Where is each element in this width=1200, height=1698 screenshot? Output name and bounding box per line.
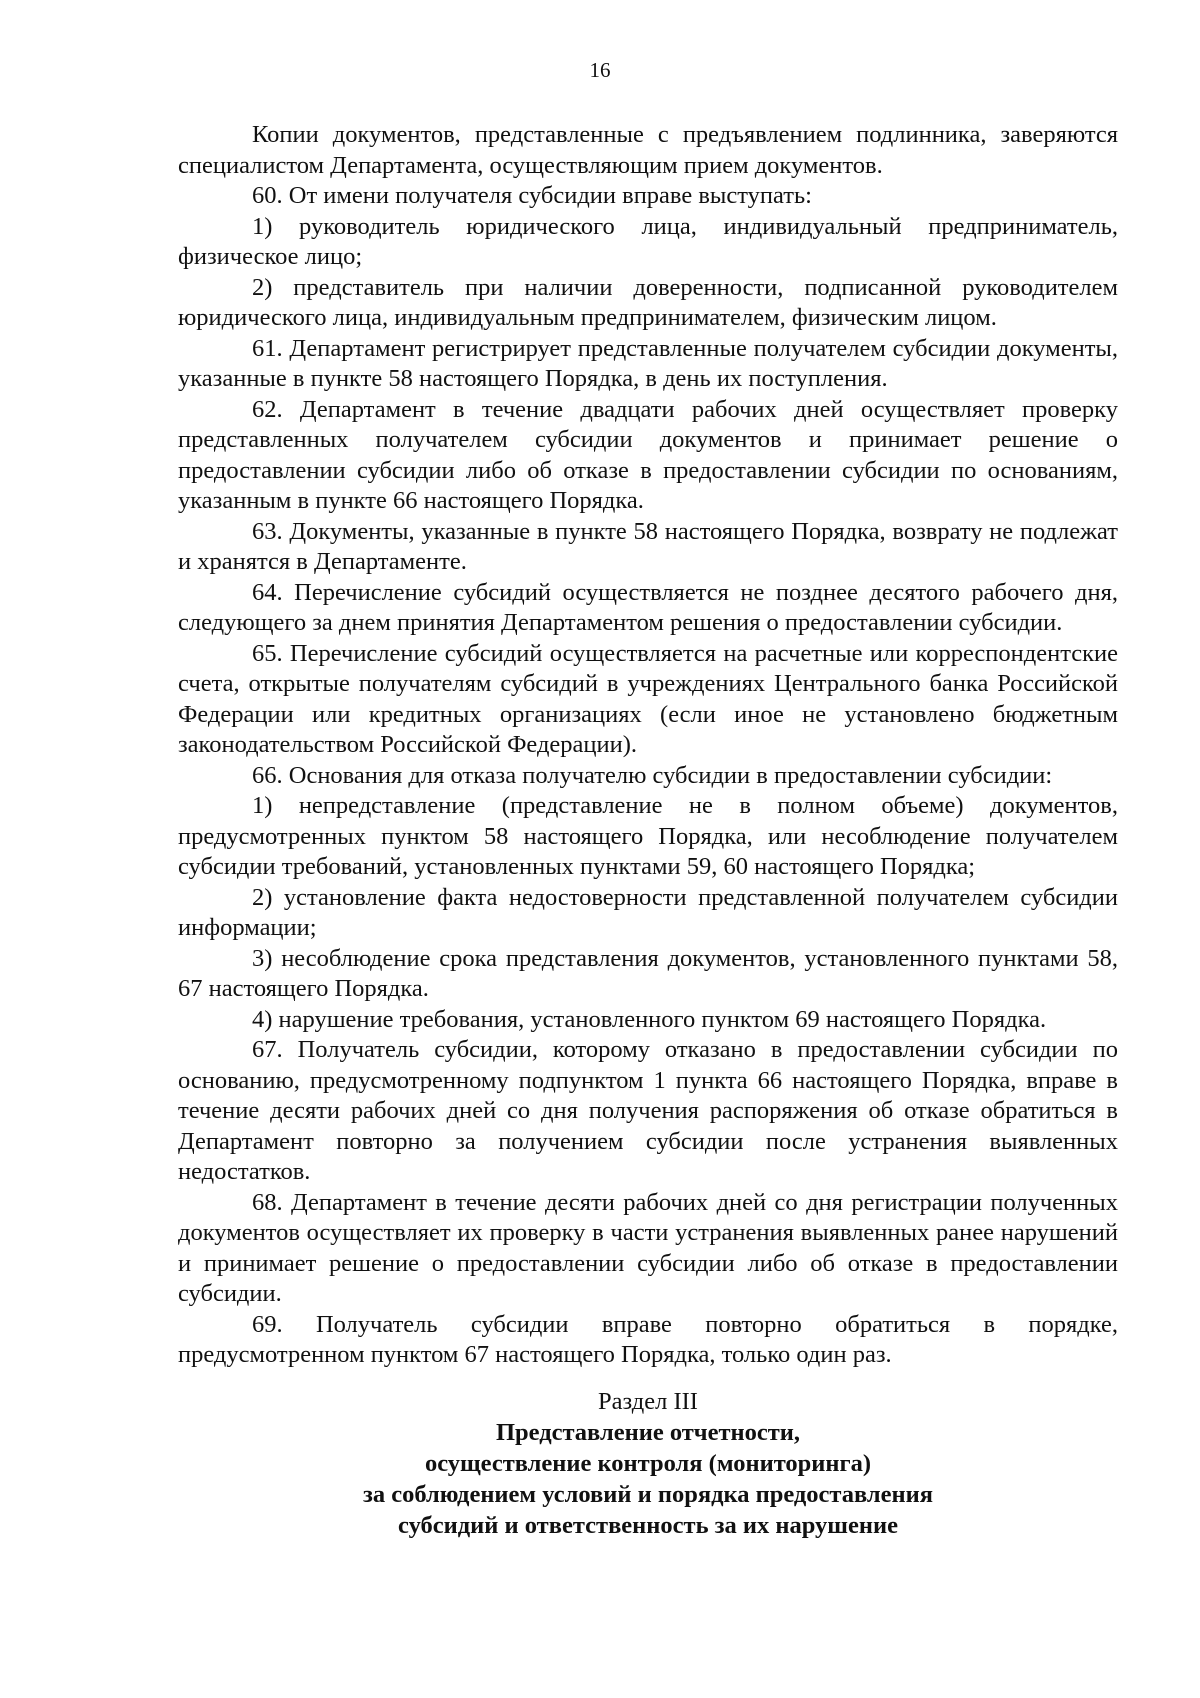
paragraph-60: 60. От имени получателя субсидии вправе выступать: bbox=[252, 182, 812, 209]
section-heading bbox=[178, 1386, 1118, 1541]
paragraph-65: 65. Перечисление субсидий осуществляется на расчетные или корреспондентские счета, открытые получателям субсидий в учреждениях Центрального банка Российской Федерации или кредитных организациях (если иное не установлено бюджетным законодательством Российской Федерации). bbox=[178, 639, 1118, 758]
section-label: Раздел III bbox=[598, 1388, 698, 1415]
section-title-line: за соблюдением условий и порядка предоставления bbox=[363, 1481, 933, 1508]
paragraph-60-item-1: 1) руководитель юридического лица, индивидуальный предприниматель, физическое лицо; bbox=[178, 212, 1118, 270]
paragraph-66-item-2: 2) установление факта недостоверности представленной получателем субсидии информации; bbox=[178, 883, 1118, 941]
paragraph-66-item-4: 4) нарушение требования, установленного пунктом 69 настоящего Порядка. bbox=[252, 1005, 1047, 1033]
paragraph-66-item-3: 3) несоблюдение срока представления документов, установленного пунктами 58, 67 настоящего Порядка. bbox=[178, 944, 1118, 1002]
section-title-line: субсидий и ответственность за их нарушение bbox=[398, 1512, 898, 1539]
section-title-line: осуществление контроля (мониторинга) bbox=[424, 1450, 872, 1477]
paragraph-67: 67. Получатель субсидии, которому отказано в предоставлении субсидии по основанию, предусмотренному подпунктом 1 пункта 66 настоящего Порядка, вправе в течение десяти рабочих дней со дня получения распоряжения об отказе обратиться в Департамент повторно за получением субсидии после устранения выявленных недостатков. bbox=[178, 1036, 1118, 1185]
paragraph-61: 61. Департамент регистрирует представленные получателем субсидии документы, указанные в пункте 58 настоящего Порядка, в день их поступления. bbox=[178, 334, 1118, 392]
paragraph-64: 64. Перечисление субсидий осуществляется не позднее десятого рабочего дня, следующего за днем принятия Департаментом решения о предоставлении субсидии. bbox=[178, 578, 1118, 636]
paragraph-62: 62. Департамент в течение двадцати рабочих дней осуществляет проверку представленных получателем субсидии документов и принимает решение о предоставлении субсидии либо об отказе в предоставлении субсидии по основаниям, указанным в пункте 66 настоящего Порядка. bbox=[178, 395, 1118, 514]
paragraph-60-item-2: 2) представитель при наличии доверенности, подписанной руководителем юридического лица, индивидуальным предпринимателем, физическим лицом. bbox=[178, 273, 1118, 331]
paragraph-63: 63. Документы, указанные в пункте 58 настоящего Порядка, возврату не подлежат и хранятся в Департаменте. bbox=[178, 517, 1118, 575]
paragraph-66: 66. Основания для отказа получателю субсидии в предоставлении субсидии: bbox=[252, 761, 1053, 789]
section-title-line: Представление отчетности, bbox=[495, 1419, 801, 1446]
page-number: 16 bbox=[589, 58, 611, 82]
paragraph-66-item-1: 1) непредставление (представление не в полном объеме) документов, предусмотренных пунктом 58 настоящего Порядка, или несоблюдение получателем субсидии требований, установленных пунктами 59, 60 настоящего Порядка; bbox=[178, 792, 1118, 880]
paragraph-68: 68. Департамент в течение десяти рабочих дней со дня регистрации полученных документов осуществляет их проверку в части устранения выявленных ранее нарушений и принимает решение о предоставлении субсидии либо об отказе в предоставлении субсидии. bbox=[178, 1188, 1118, 1307]
paragraph-copies-certification: Копии документов, представленные с предъявлением подлинника, заверяются специалистом Департамента, осуществляющим прием документов. bbox=[178, 121, 1118, 179]
paragraph-69: 69. Получатель субсидии вправе повторно обратиться в порядке, предусмотренном пунктом 67 настоящего Порядка, только один раз. bbox=[178, 1310, 1118, 1368]
body-text bbox=[178, 120, 1118, 1371]
